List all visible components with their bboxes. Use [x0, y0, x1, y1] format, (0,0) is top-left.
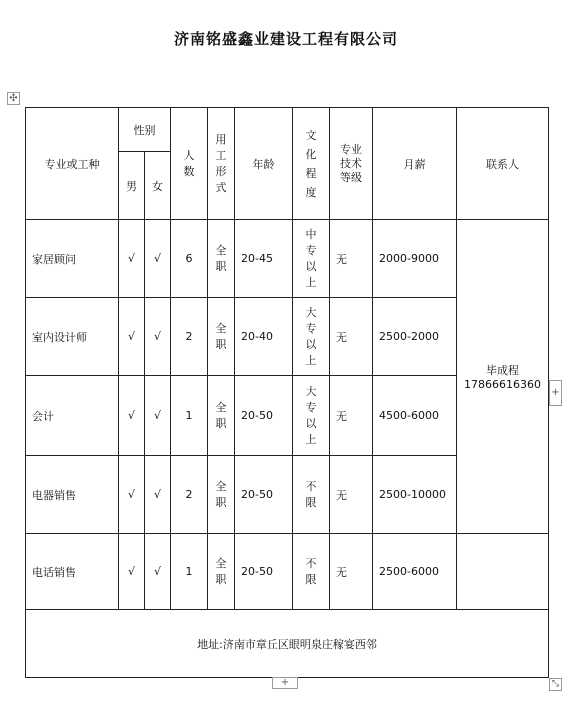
cell-education: 大专以上 [293, 298, 330, 376]
cell-employment: 全职 [208, 220, 235, 298]
header-position: 专业或工种 [26, 108, 119, 220]
table-move-handle-icon[interactable]: ✣ [7, 92, 20, 105]
cell-salary: 2000-9000 [373, 220, 457, 298]
header-salary: 月薪 [373, 108, 457, 220]
contact-empty-cell [457, 534, 549, 610]
cell-salary: 4500-6000 [373, 376, 457, 456]
cell-tech-level: 无 [330, 298, 373, 376]
cell-female: √ [145, 220, 171, 298]
cell-female: √ [145, 534, 171, 610]
add-row-icon[interactable]: + [272, 677, 298, 689]
cell-age: 20-40 [235, 298, 293, 376]
cell-male: √ [119, 534, 145, 610]
cell-employment: 全职 [208, 534, 235, 610]
document-title: 济南铭盛鑫业建设工程有限公司 [173, 30, 398, 48]
cell-age: 20-50 [235, 456, 293, 534]
cell-salary: 2500-2000 [373, 298, 457, 376]
recruitment-table [25, 107, 549, 678]
cell-female: √ [145, 376, 171, 456]
cell-position: 家居顾问 [26, 220, 119, 298]
cell-male: √ [119, 376, 145, 456]
cell-male: √ [119, 220, 145, 298]
cell-tech-level: 无 [330, 534, 373, 610]
header-female: 女 [145, 152, 171, 220]
cell-employment: 全职 [208, 376, 235, 456]
cell-male: √ [119, 298, 145, 376]
header-contact: 联系人 [457, 108, 549, 220]
cell-position: 室内设计师 [26, 298, 119, 376]
cell-count: 2 [171, 456, 208, 534]
contact-phone: 17866616360 [464, 378, 541, 391]
cell-female: √ [145, 456, 171, 534]
cell-count: 2 [171, 298, 208, 376]
cell-male: √ [119, 456, 145, 534]
cell-education: 不限 [293, 456, 330, 534]
header-age: 年龄 [235, 108, 293, 220]
cell-education: 中专以上 [293, 220, 330, 298]
header-gender: 性别 [119, 108, 171, 152]
cell-tech-level: 无 [330, 376, 373, 456]
cell-employment: 全职 [208, 298, 235, 376]
header-tech-level: 专业技术等级 [330, 108, 373, 220]
cell-age: 20-45 [235, 220, 293, 298]
table-row [26, 220, 549, 298]
cell-age: 20-50 [235, 534, 293, 610]
address: 地址:济南市章丘区眼明泉庄稼宴西邻 [26, 610, 549, 678]
add-column-icon[interactable]: + [549, 380, 562, 406]
contact-cell [457, 220, 549, 534]
cell-count: 1 [171, 534, 208, 610]
header-education: 文化程度 [293, 108, 330, 220]
cell-position: 电话销售 [26, 534, 119, 610]
header-male: 男 [119, 152, 145, 220]
cell-position: 会计 [26, 376, 119, 456]
cell-salary: 2500-10000 [373, 456, 457, 534]
cell-female: √ [145, 298, 171, 376]
contact-name: 毕成程 [486, 364, 519, 377]
cell-employment: 全职 [208, 456, 235, 534]
cell-tech-level: 无 [330, 220, 373, 298]
cell-count: 6 [171, 220, 208, 298]
cell-count: 1 [171, 376, 208, 456]
table-resize-icon[interactable]: ⤡ [549, 678, 562, 691]
cell-education: 不限 [293, 534, 330, 610]
table-row [26, 534, 549, 610]
header-employment: 用工形式 [208, 108, 235, 220]
cell-salary: 2500-6000 [373, 534, 457, 610]
cell-tech-level: 无 [330, 456, 373, 534]
cell-education: 大专以上 [293, 376, 330, 456]
cell-position: 电器销售 [26, 456, 119, 534]
header-count: 人数 [171, 108, 208, 220]
cell-age: 20-50 [235, 376, 293, 456]
